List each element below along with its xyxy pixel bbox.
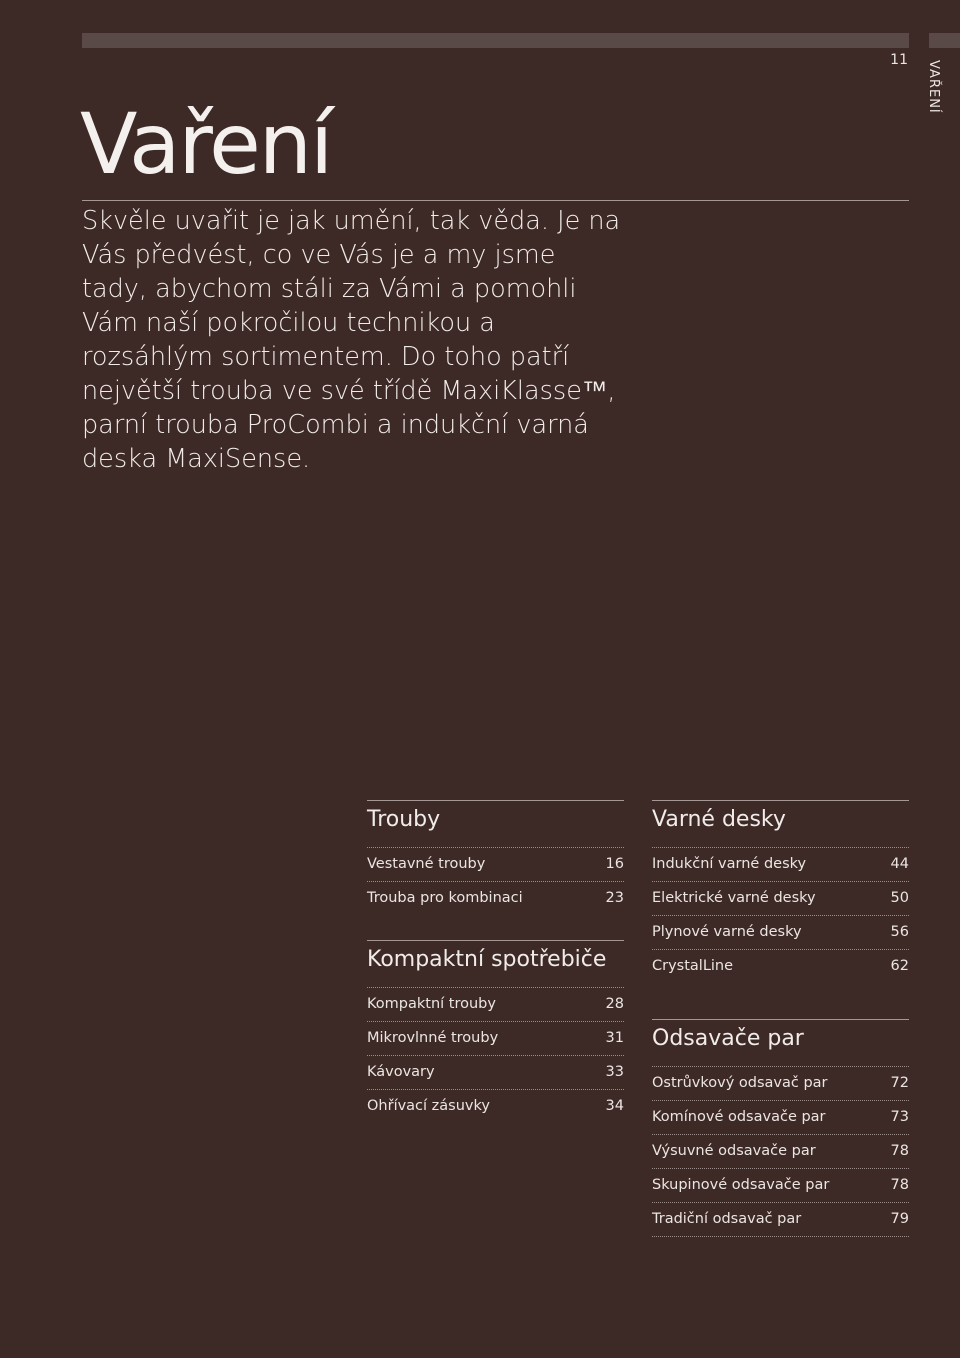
- toc-left-column: [367, 800, 624, 1123]
- toc-item-label: Komínové odsavače par: [652, 1109, 826, 1125]
- toc-heading-odsavace: Odsavače par: [652, 1019, 909, 1067]
- toc-item-page: 50: [890, 890, 909, 906]
- toc-item[interactable]: [367, 1022, 624, 1056]
- toc-item-page: 44: [890, 856, 909, 872]
- toc-item-page: 56: [890, 924, 909, 940]
- toc-item-label: Indukční varné desky: [652, 856, 807, 872]
- toc-item[interactable]: [652, 1203, 909, 1237]
- toc-item-page: 62: [890, 958, 909, 974]
- toc-item[interactable]: [652, 1135, 909, 1169]
- section-tab-strip: [929, 33, 960, 48]
- divider: [82, 200, 909, 201]
- toc-item-page: 23: [605, 890, 624, 906]
- section-side-label: VAŘENÍ: [926, 60, 941, 114]
- toc-item[interactable]: [652, 1101, 909, 1135]
- toc-item-label: Elektrické varné desky: [652, 890, 816, 906]
- toc-item-page: 79: [890, 1211, 909, 1227]
- toc-item[interactable]: [367, 1090, 624, 1123]
- toc-item[interactable]: [367, 848, 624, 882]
- toc-item-label: Kompaktní trouby: [367, 996, 496, 1012]
- spacer: [652, 983, 909, 1019]
- toc-item-label: Kávovary: [367, 1064, 435, 1080]
- toc-item-page: 34: [605, 1098, 624, 1114]
- toc-heading-varne-desky: Varné desky: [652, 800, 909, 848]
- toc-item-label: Skupinové odsavače par: [652, 1177, 830, 1193]
- toc-item[interactable]: [367, 988, 624, 1022]
- toc-item-page: 28: [605, 996, 624, 1012]
- toc-item-label: Tradiční odsavač par: [652, 1211, 802, 1227]
- toc-right-column: [652, 800, 909, 1237]
- toc-item-label: Mikrovlnné trouby: [367, 1030, 499, 1046]
- toc-item[interactable]: [652, 1169, 909, 1203]
- toc-item-label: Ohřívací zásuvky: [367, 1098, 490, 1114]
- toc-item[interactable]: [652, 1067, 909, 1101]
- toc-item-page: 31: [605, 1030, 624, 1046]
- toc-item[interactable]: [652, 848, 909, 882]
- toc-item-label: Trouba pro kombinaci: [367, 890, 523, 906]
- toc-item-page: 16: [605, 856, 624, 872]
- toc-item[interactable]: [652, 950, 909, 983]
- intro-paragraph: Skvěle uvařit je jak umění, tak věda. Je na Vás předvést, co ve Vás je a my jsme tady, abychom stáli za Vámi a pomohli Vám naší pokročilou technikou a rozsáhlým sortimentem. Do toho patří největší trouba ve své třídě MaxiKlasse™, parní trouba ProCombi a indukční varná deska MaxiSense.: [82, 206, 621, 474]
- toc-item-page: 78: [890, 1177, 909, 1193]
- toc-item-label: Výsuvné odsavače par: [652, 1143, 816, 1159]
- toc-heading-kompaktni: Kompaktní spotřebiče: [367, 940, 624, 988]
- toc-item[interactable]: [652, 916, 909, 950]
- page-title: Vaření: [80, 95, 332, 194]
- header-bar: [82, 33, 909, 48]
- page-number: 11: [890, 52, 908, 68]
- toc-item[interactable]: [652, 882, 909, 916]
- toc-item-label: Plynové varné desky: [652, 924, 802, 940]
- toc-item-label: Ostrůvkový odsavač par: [652, 1075, 828, 1091]
- spacer: [367, 915, 624, 940]
- toc-item-page: 72: [890, 1075, 909, 1091]
- toc-item[interactable]: [367, 882, 624, 915]
- toc-item-page: 78: [890, 1143, 909, 1159]
- toc-item-page: 33: [605, 1064, 624, 1080]
- toc-item-label: Vestavné trouby: [367, 856, 486, 872]
- toc-heading-trouby: Trouby: [367, 800, 624, 848]
- toc-item-label: CrystalLine: [652, 958, 734, 974]
- toc-item[interactable]: [367, 1056, 624, 1090]
- toc-item-page: 73: [890, 1109, 909, 1125]
